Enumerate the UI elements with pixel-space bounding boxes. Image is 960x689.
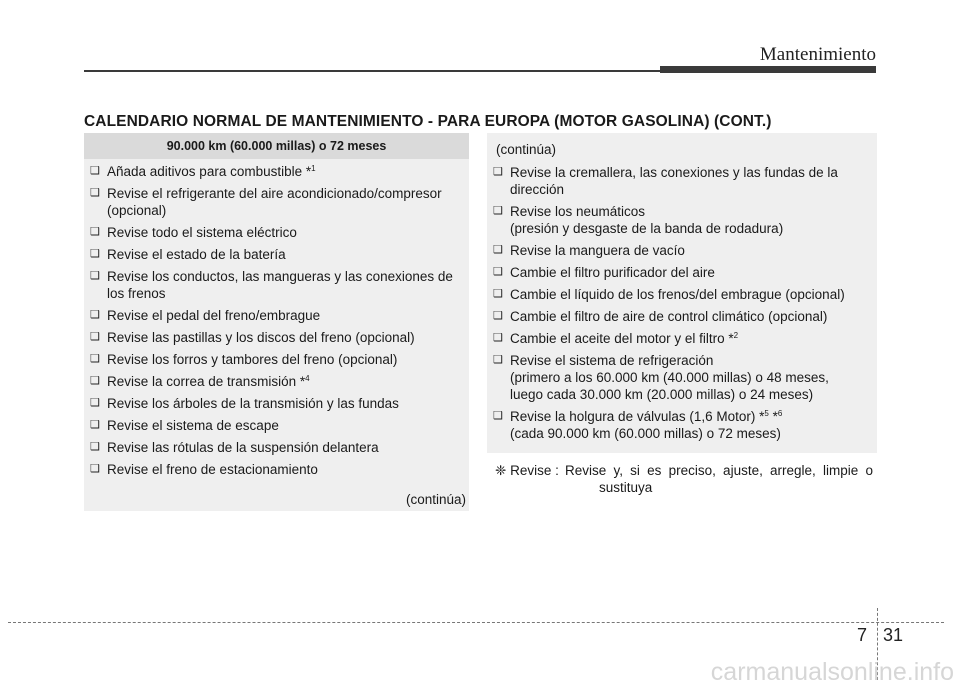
footnote-ref: 4 [305,374,310,383]
item-text: Añada aditivos para combustible * [107,164,312,179]
item-text: Revise las rótulas de la suspensión delantera [107,440,379,455]
checkbox-icon: ❑ [90,165,100,177]
checklist-item [90,395,463,412]
item-text: Revise el pedal del freno/embrague [107,308,321,323]
checkbox-icon: ❑ [90,187,100,199]
checklist-item [90,185,463,219]
checklist-item [90,224,463,241]
header-rule-accent [660,66,876,73]
checklist-item [493,308,871,325]
item-text: Revise el estado de la batería [107,247,286,262]
checkbox-icon: ❑ [493,332,503,344]
checkbox-icon: ❑ [493,354,503,366]
item-text: Revise la cremallera, las conexiones y las fundas de la dirección [510,165,838,197]
watermark: carmanualsonline.info [710,658,954,686]
continues-label: (continúa) [405,492,466,507]
checklist-item [493,330,871,347]
checkbox-icon: ❑ [90,375,100,387]
footnote-ref: 1 [311,164,316,173]
checklist-item [90,307,463,324]
checkbox-icon: ❑ [90,353,100,365]
checkbox-icon: ❑ [493,205,503,217]
checkbox-icon: ❑ [90,248,100,260]
item-text: Revise el freno de estacionamiento [107,462,318,477]
note-definition: Revise y, si es preciso, ajuste, arregle, limpie o [565,463,873,478]
definition-note [495,462,877,496]
header-rule [84,70,664,72]
item-text: Revise el sistema de refrigeración [510,353,714,368]
item-text: Revise todo el sistema eléctrico [107,225,297,240]
checklist-item [493,408,871,442]
right-checklist [487,164,877,442]
left-checklist [84,159,469,478]
checkbox-icon: ❑ [493,266,503,278]
checkbox-icon: ❑ [90,441,100,453]
checkbox-icon: ❑ [90,270,100,282]
checklist-item [493,164,871,198]
continued-label: (continúa) [496,142,557,157]
footer-divider [8,622,944,623]
checklist-item [493,286,871,303]
checkbox-icon: ❑ [493,288,503,300]
checklist-item [493,352,871,403]
left-schedule-panel [84,133,469,511]
item-text: Revise los forros y tambores del freno (opcional) [107,352,398,367]
checkbox-icon: ❑ [493,310,503,322]
right-schedule-panel [487,133,877,453]
checkbox-icon: ❑ [493,410,503,422]
section-title: CALENDARIO NORMAL DE MANTENIMIENTO - PARA EUROPA (MOTOR GASOLINA) (CONT.) [84,113,772,130]
checklist-item [90,246,463,263]
checkbox-icon: ❑ [493,244,503,256]
checkbox-icon: ❑ [493,166,503,178]
note-term: Revise : [510,463,559,478]
footnote-ref: 6 [777,409,783,418]
item-detail: (primero a los 60.000 km (40.000 millas) o 48 meses, [510,370,829,385]
note-symbol-icon: ❈ [495,463,507,478]
checklist-item [90,329,463,346]
item-text: Revise la holgura de válvulas (1,6 Motor) * [510,409,765,424]
checklist-item [493,264,871,281]
item-text: Revise los conductos, las mangueras y las conexiones de los frenos [107,269,453,301]
footnote-separator: * [768,409,778,424]
note-lead [495,462,565,479]
checkbox-icon: ❑ [90,397,100,409]
checkbox-icon: ❑ [90,419,100,431]
footnote-ref: 2 [733,331,739,340]
checklist-item [90,417,463,434]
item-text: Revise los árboles de la transmisión y las fundas [107,396,399,411]
item-text: Revise la manguera de vacío [510,243,685,258]
item-text: Revise la correa de transmisión * [107,374,306,389]
checklist-item [493,242,871,259]
note-definition-cont: sustituya [599,480,653,495]
item-text: Cambie el filtro purificador del aire [510,265,715,280]
checkbox-icon: ❑ [90,331,100,343]
item-text: Cambie el líquido de los frenos/del embrague (opcional) [510,287,845,302]
checklist-item [493,203,871,237]
checklist-item [90,439,463,456]
chapter-number: 7 [857,625,868,645]
item-text: Cambie el filtro de aire de control climático (opcional) [510,309,828,324]
item-text: Revise las pastillas y los discos del freno (opcional) [107,330,415,345]
footnote-ref: 5 [764,409,769,418]
checklist-item [90,461,463,478]
checkbox-icon: ❑ [90,309,100,321]
item-text: Revise los neumáticos [510,204,646,219]
item-text: Revise el sistema de escape [107,418,279,433]
item-detail: (presión y desgaste de la banda de rodadura) [510,221,784,236]
page-header-title: Mantenimiento [759,44,876,65]
interval-heading: 90.000 km (60.000 millas) o 72 meses [84,133,469,159]
item-text: Revise el refrigerante del aire acondicionado/compresor (opcional) [107,186,442,218]
item-detail: luego cada 30.000 km (20.000 millas) o 24 meses) [510,387,814,402]
checklist-item [90,373,463,390]
page-number: 31 [883,625,904,645]
checklist-item [90,163,463,180]
checklist-item [90,268,463,302]
checkbox-icon: ❑ [90,226,100,238]
item-text: Cambie el aceite del motor y el filtro * [510,331,734,346]
checkbox-icon: ❑ [90,463,100,475]
checklist-item [90,351,463,368]
item-detail: (cada 90.000 km (60.000 millas) o 72 meses) [510,426,781,441]
